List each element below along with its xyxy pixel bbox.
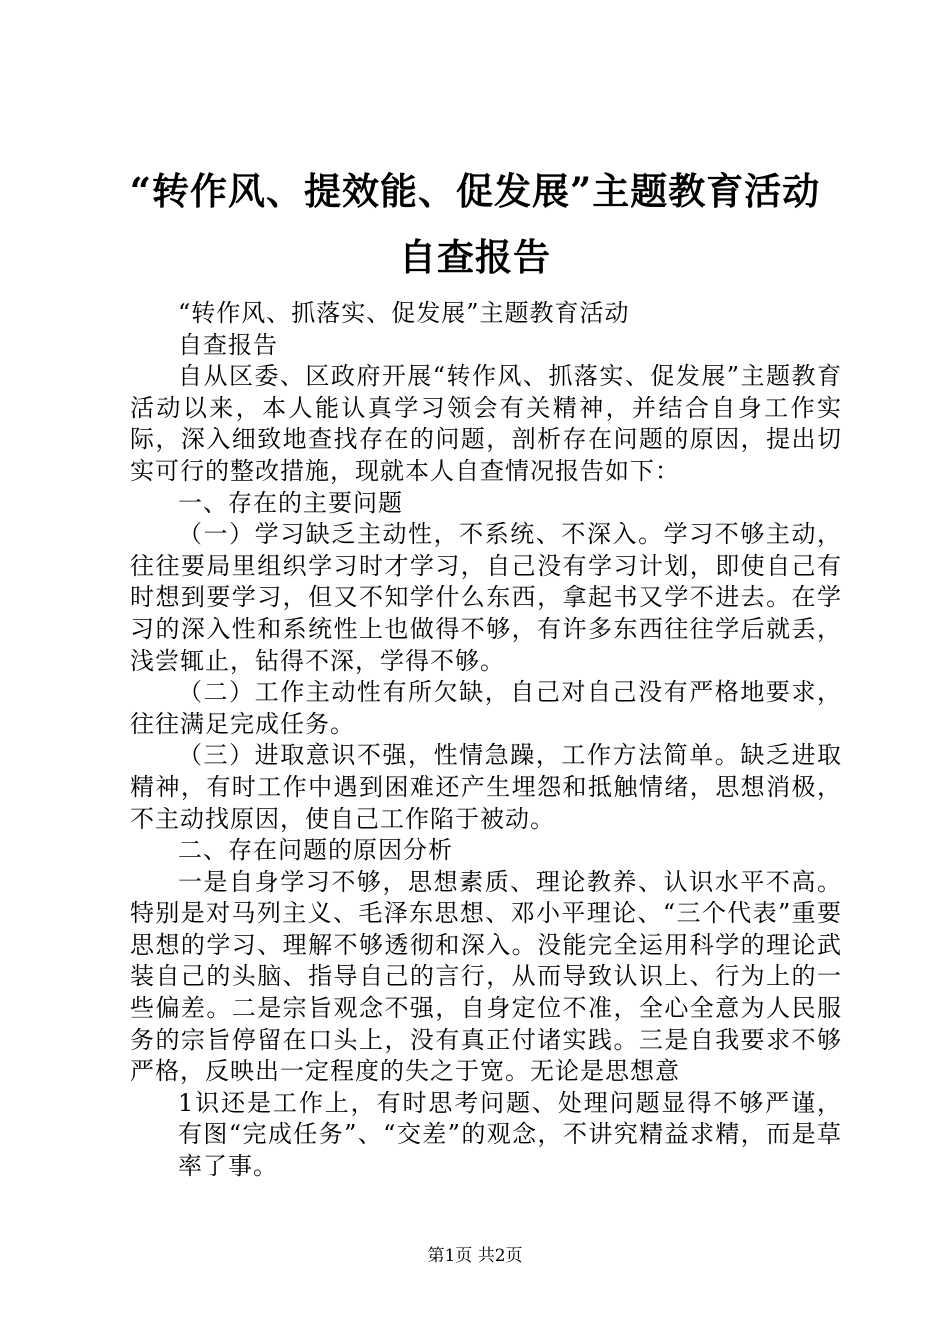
- paragraph-heading-line1: “转作风、抓落实、促发展”主题教育活动: [178, 299, 630, 327]
- paragraph-causes: 一是自身学习不够，思想素质、理论教养、认识水平不高。特别是对马列主义、毛泽东思想、邓小平理论、“三个代表”重要思想的学习、理解不够透彻和深入。没能完全运用科学的理论武装自己的头脑、指导自己的言行，从而导致认识上、行为上的一些偏差。二是宗旨观念不强，自身定位不准，全心全意为人民服务的宗旨停留在口头上，没有真正付诸实践。三是自我要求不够严格，反映出一定程度的失之于宽。无论是思想意: [130, 867, 842, 1086]
- document-title: “转作风、提效能、促发展”主题教育活动自查报告: [129, 169, 821, 279]
- document-body: [130, 298, 842, 1183]
- paragraph-heading-line2: 自查报告: [178, 330, 278, 359]
- section-heading-problems: 一、存在的主要问题: [178, 488, 403, 517]
- paragraph-continuation: 1识还是工作上，有时思考问题、处理问题显得不够严谨，有图“完成任务”、“交差”的观念，不讲究精益求精，而是草率了事。: [178, 1088, 842, 1181]
- paragraph-problem-3: （三）进取意识不强，性情急躁，工作方法简单。缺乏进取精神，有时工作中遇到困难还产生埋怨和抵触情绪，思想消极，不主动找原因，使自己工作陷于被动。: [130, 741, 842, 833]
- page-footer: 第1页 共2页: [427, 1246, 523, 1266]
- section-heading-causes: 二、存在问题的原因分析: [178, 836, 453, 865]
- paragraph-problem-1: （一）学习缺乏主动性，不系统、不深入。学习不够主动，往往要局里组织学习时才学习，自己没有学习计划，即使自己有时想到要学习，但又不知学什么东西，拿起书又学不进去。在学习的深入性和系统性上也做得不够，有许多东西往往学后就丢，浅尝辄止，钻得不深，学得不够。: [130, 520, 842, 675]
- paragraph-intro: 自从区委、区政府开展“转作风、抓落实、促发展”主题教育活动以来，本人能认真学习领会有关精神，并结合自身工作实际，深入细致地查找存在的问题，剖析存在问题的原因，提出切实可行的整改措施，现就本人自查情况报告如下：: [130, 362, 842, 485]
- paragraph-problem-2: （二）工作主动性有所欠缺，自己对自己没有严格地要求，往往满足完成任务。: [130, 678, 842, 738]
